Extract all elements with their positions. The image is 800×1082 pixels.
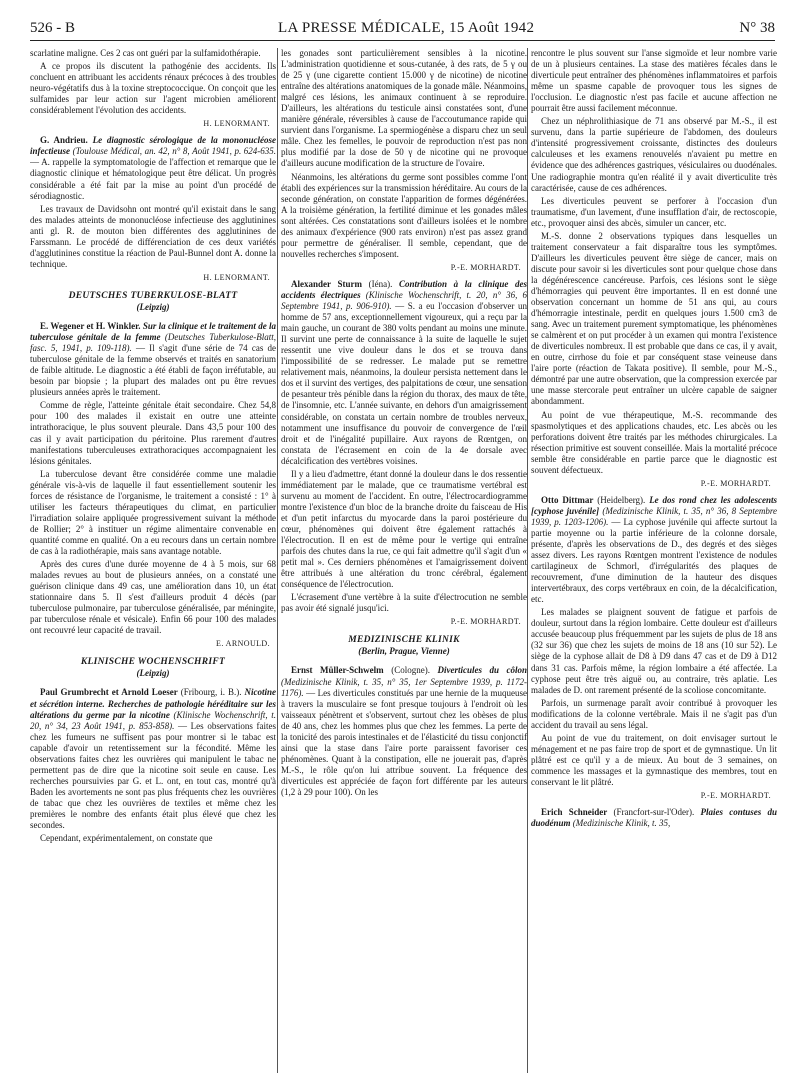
article-grumbrecht [30, 687, 276, 831]
paragraph: Cependant, expérimentalement, on constate que [40, 833, 213, 844]
article-location: (Heidelberg). [597, 494, 646, 505]
column-1 [30, 48, 276, 1078]
section-subheading: (Leipzig) [136, 668, 170, 679]
article-title: Contribution à la clinique des accidents électriques [281, 278, 527, 300]
article-location: (Iéna). [368, 278, 393, 289]
signature: P.-E. MORHARDT. [700, 478, 771, 488]
paragraph: Après des cures d'une durée moyenne de 4 à 5 mois, sur 68 malades revues au bout de plusieurs années, on a constaté une guérison clinique dans 49 cas, une amélioration dans 10, un état stationnaire dans 5. Il s'est d'ailleurs produit 4 décès (par tuberculose pulmonaire, par tuberculose généralisée, par méningite, par tuberculose rénale et vésicale). Enfin 66 pour 100 des malades ont recouvré leur capacité de travail. [30, 559, 276, 636]
paragraph: Comme de règle, l'atteinte génitale était secondaire. Chez 54,8 pour 100 des malades il existait en outre une atteinte intrathoracique, le plus souvent pleurale. Dans 43,5 pour 100 des cas il y avait participation du péritoine. Plus rarement d'autres manifestations tuberculeuses extrathoraciques accompagnaient les lésions génitales. [30, 400, 276, 466]
paragraph: Chez un néphrolithiasique de 71 ans observé par M.-S., il est survenu, dans la partie supérieure de l'abdomen, des douleurs d'intensité progressivement croissante, distinctes des douleurs calculeuses et les examens renouvelés n'avaient pu mettre en évidence que des adhérences gastriques, vésiculaires ou duodénales. Une radiographie montra qu'en réalité il y avait diverticulite très caractérisée, cause de ces adhérences. [531, 116, 777, 193]
section-subheading: (Berlin, Prague, Vienne) [358, 646, 450, 657]
header-rule [30, 40, 775, 41]
paragraph: Au point de vue du traitement, on doit envisager surtout le ménagement et ne pas faire trop de sport et de gymnastique. Un lit plâtré est ce qu'il y a de mieux. Au bout de 3 semaines, on commence les massages et la gymnastique des membres, tout en conservant le lit plâtré. [531, 732, 777, 787]
section-heading: DEUTSCHES TUBERKULOSE-BLATT [68, 290, 238, 301]
page-header [30, 20, 775, 38]
article-title: Plaies contuses du duodénum [531, 807, 777, 829]
page-number: 526 - B [30, 20, 75, 36]
article-location: (Fribourg, i. B.). [180, 687, 242, 698]
section-heading: MEDIZINISCHE KLINIK [348, 635, 460, 646]
paragraph: M.-S. donne 2 observations typiques dans lesquelles un traitement conservateur a fait disparaître tous les symptômes. D'ailleurs les diverticules peuvent être siège de cancer, mais on discute pour savoir si les diverticules sont pour quelque chose dans la dégénérescence cancéreuse. Parfois, ces lésions sont le siège d'hémorragies qui peuvent être importantes. Il en est donné une observation concernant un homme de 51 ans qui, au cours d'hémorragie intestinale, perdit en quelques jours 1.500 cm3 de sang. Avec un traitement purement symptomatique, les phénomènes se calmèrent et on put procéder à un examen qui montra l'existence de diverticules nombreux. Il est probable que dans ce cas, il y avait, en outre, cirrhose du foie et par conséquent stase veineuse dans l'aire porte (réaction de Takata positive). Il semble, pour M.-S., démontré par une autre observation, que la compression exercée par une masse stercorale peut entraîner un ulcère capable de saigner abondamment. [531, 230, 777, 407]
article-source: (Medizinische Klinik, t. 35, n° 36, 8 Septembre 1939, p. 1203-1206). [531, 505, 777, 527]
article-author: Erich Schneider [541, 807, 608, 818]
column-divider-2 [527, 48, 528, 1073]
article-source: (Klinische Wochenschrift, t. 20, n° 34, 23 Août 1941, p. 853-858). [30, 709, 276, 731]
article-title: Le diagnostic sérologique de la mononucléose infectieuse [30, 135, 276, 157]
paragraph: Les diverticules peuvent se perforer à l'occasion d'un traumatisme, d'un lavement, d'une insufflation d'air, de rectoscopie, etc., provoquer ainsi des abcès, simuler un cancer, etc. [531, 195, 777, 228]
article-source: (Klinische Wochenschrift, t. 20, n° 36, 6 Septembre 1941, p. 906-910). [281, 289, 527, 312]
paragraph: La tuberculose devant être considérée comme une maladie générale vis-à-vis de laquelle il faut essentiellement soutenir les forces de résistance de l'organisme, le traitement a consisté : 1° à utiliser les facteurs thérapeutiques du climat, en particulier l'irradiation solaire appliquée progressivement suivant la méthode de Rollier; 2° à instituer un régime alimentaire convenable en quantité comme en qualité. On a eu recours dans un certain nombre de cas à la radiothérapie, mais sans avantage notable. [30, 468, 276, 556]
article-source: (Toulouse Médical, an. 42, n° 8, Août 1941, p. 624-635. [72, 146, 276, 157]
article-author: Alexander Sturm [291, 278, 362, 289]
article-muller-schwelm [281, 665, 527, 798]
paragraph: Néanmoins, les altérations du germe sont possibles comme l'ont établi des expériences sur la transmission héréditaire. Au cours de la seconde génération, on constate l'apparition de formes dégénérées. A la troisième génération, la fertilité diminue et les gonades mâles sont altérées. Ces constatations sont d'ailleurs isolées et le nombre des animaux d'expérience (900 rats environ) n'est pas assez grand pour permettre de généraliser. Il semble, cependant, que de nouvelles recherches s'imposent. [281, 171, 527, 259]
paragraph: Les travaux de Davidsohn ont montré qu'il existait dans le sang des malades atteints de mononucléose infectieuse des agglutinines anti gl. R. de mouton bien différentes des agglutinines de Farssmann. Le procédé de différenciation de ces deux variétés d'agglutinines constitue la réaction de Paul-Bunnel dont A. donne la technique. [30, 203, 276, 269]
issue-number: N° 38 [739, 20, 775, 36]
article-author: Ernst Müller-Schwelm [291, 665, 384, 676]
signature: P.-E. MORHARDT. [450, 617, 521, 627]
paragraph: Parfois, un surmenage paraît avoir contribué à provoquer les modifications de la colonne vertébrale. Mais il ne s'agit pas d'un accident du travail au sens légal. [531, 697, 777, 730]
column-2 [281, 48, 527, 1078]
column-divider-1 [277, 48, 278, 1073]
article-dittmar [531, 495, 777, 605]
column-3 [531, 48, 777, 1078]
article-sturm [281, 279, 527, 467]
article-text: — S. a eu l'occasion d'observer un homme de 57 ans, exceptionnellement vigoureux, qui a reçu par la main gauche, un courant de 380 volts pendant au moins une minute. Il survint une perte de connaissance à la suite de laquelle le sujet ressentit une vive douleur dans le dos et se trouva dans l'impossibilité de se redresser. Le malade put se remettre relativement mais, néanmoins, la douleur persista nettement dans le dos et il survint des vertiges, des palpitations de cœur, une sensation de pesanteur très pénible dans la région du thorax, des maux de tête, de l'insomnie, etc. L'année suivante, en dehors d'un amaigrissement considérable, on constata un certain nombre de troubles nerveux, notamment une insuffisance du pouvoir de convergence de l'œil droit et de l'inégalité pupillaire. Aux rayons de Rœntgen, on constata de l'écrasement en coin de la 4e dorsale avec décalcification des vertèbres voisines. [281, 301, 527, 466]
article-schneider [531, 807, 777, 829]
article-andrieu [30, 135, 276, 201]
paragraph: Il y a lieu d'admettre, étant donné la douleur dans le dos ressentie immédiatement par le malade, que ce traumatisme vertébral est survenu au moment de l'accident. En outre, l'électrocardiogramme montre l'existence d'un bloc de la branche droite du faisceau de His et d'un petit infarctus du myocarde dans la paroi postérieure du cœur, phénomènes qui doivent être également rattachés à l'électrocution. Il en est de même pour le vertige qui entraîne parfois des chutes dans la rue, ce qui fait admettre qu'il s'agit d'un « petit mal ». Ces derniers phénomènes et l'amaigrissement doivent être attribués à une altération du tronc cérébral, également conséquence de l'électrocution. [281, 468, 527, 590]
signature: P.-E. MORHARDT. [450, 262, 521, 272]
paragraph: A ce propos ils discutent la pathogénie des accidents. Ils concluent en attribuant les accidents rénaux précoces à des troubles neuro-végétatifs dus à la toxine streptococcique. On conçoit que les sulfamides par leur action sur l'agent microbien améliorent considérablement l'évolution des accidents. [30, 61, 276, 116]
journal-title: LA PRESSE MÉDICALE, 15 Août 1942 [278, 20, 535, 36]
paragraph: L'écrasement d'une vertèbre à la suite d'électrocution ne semble pas avoir été signalé jusqu'ici. [281, 592, 527, 614]
paragraph: rencontre le plus souvent sur l'anse sigmoïde et leur nombre varie de un à plusieurs centaines. La stase des matières fécales dans le diverticule peut entraîner des phénomènes inflammatoires et parfois même un spasme capable de provoquer tous les signes de l'occlusion. Le diagnostic n'est pas facile et aucune affection ne pourrait être aussi facilement méconnue. [531, 48, 777, 114]
article-source: (Deutsches Tuberkulose-Blatt, fasc. 5, 1941, p. 109-118). [30, 332, 276, 354]
article-author: E. Wegener et H. Winkler. [40, 321, 141, 332]
paragraph: Au point de vue thérapeutique, M.-S. recommande des spasmolytiques et des applications chaudes, etc. Les abcès ou les perforations doivent être traités par les méthodes chirurgicales. La résection primitive est souvent conseillée. Mais la mortalité précoce semble être considérable en partie parce que le diagnostic est souvent défectueux. [531, 409, 777, 475]
article-author: G. Andrieu. [40, 135, 88, 146]
article-source: (Medizinische Klinik, t. 35, n° 35, 1er Septembre 1939, p. 1172-1176). [281, 676, 527, 698]
article-title: Sur la clinique et le traitement de la tuberculose génitale de la femme [30, 321, 276, 343]
section-subheading: (Leipzig) [136, 301, 170, 312]
article-location: (Cologne). [391, 665, 430, 676]
signature: H. LENORMANT. [203, 272, 270, 282]
article-title: Nicotine et sécrétion interne. Recherches de pathologie héréditaire sur les altérations du germe par la nicotine [30, 687, 276, 720]
article-source: (Medizinische Klinik, t. 35, [572, 818, 671, 829]
signature: E. ARNOULD. [216, 639, 270, 649]
article-author: Paul Grumbrecht et Arnold Loeser [40, 687, 178, 698]
article-location: (Francfort-sur-l'Oder). [613, 807, 695, 818]
article-author: Otto Dittmar [541, 494, 594, 505]
article-text: — La cyphose juvénile qui affecte surtout la partie moyenne ou la partie inférieure de la colonne dorsale, présente, d'après les observations de D., des degrés et des sièges assez divers. Les rayons Rœntgen montrent l'existence de nodules cartilagineux de Schmorl, d'irrégularités des plaques de recouvrement, d'une diminution de la hauteur des disques intervertébraux, des corps vertébraux en coin, de la décalcification, etc. [531, 516, 777, 605]
article-wegener [30, 321, 276, 398]
section-heading: KLINISCHE WOCHENSCHRIFT [80, 657, 226, 668]
paragraph: les gonades sont particulièrement sensibles à la nicotine. L'administration quotidienne et sous-cutanée, à des rats, de 5 γ ou de 25 γ (une cigarette contient 15.000 γ de nicotine) de nicotine entraîne des altérations anatomiques de la gonade mâle. Néanmoins, malgré ces lésions, les animaux continuent à se reproduire. D'ailleurs, les altérations du testicule ainsi constatées sont, d'une manière générale, réversibles à cause de l'accoutumance rapide qui survient dans l'organisme. La spermiogénèse a disparu chez un seul mâle. Chez les femelles, le pouvoir de reproduction n'est pas non plus modifié par la dose de 50 γ de nicotine qui ne provoque d'ailleurs aucune modification de la structure de l'ovaire. [281, 48, 527, 169]
paragraph: Les malades se plaignent souvent de fatigue et parfois de douleur, surtout dans la région lombaire. Cette douleur est d'ailleurs accusée beaucoup plus fréquemment par les sujets de plus de 18 ans (32 sur 36) que chez les sujets de moins de 18 ans (10 sur 52). Le siège de la cyphose allait de D8 à D9 dans 47 cas et de D9 à D12 dans 31 cas. Parfois même, la région lombaire a été affectée. La cyphose peut être très aiguë ou, au contraire, très aplatie. Les malades de D. ont rarement présenté de la scoliose concomitante. [531, 607, 777, 695]
article-text: — Il s'agit d'une série de 74 cas de tuberculose génitale de la femme observés et traités en sanatorium de faible altitude. Le diagnostic a été établi de façon irréfutable, au besoin par biopsie ; la plupart des malades ont pu être revues plusieurs années après le traitement. [30, 343, 276, 398]
article-text: — Les diverticules constitués par une hernie de la muqueuse à travers la musculaire se font presque toujours à l'endroit où les vaisseaux pénètrent et s'observent, surtout chez les obèses de plus de 40 ans, chez les hommes plus que chez les femmes. La perte de la tonicité des parois intestinales et de l'élasticité du tissu conjonctif ainsi que la stase dans l'aire porte paraissent favoriser ces phénomènes. Quant à la constipation, elle ne jouerait pas, d'après M.-S., le rôle qu'on lui attribue souvent. La fréquence des diverticules est appréciée de façon fort différente par les auteurs (1,2 à 29 pour 100). On les [281, 687, 527, 797]
article-text: — Les observations faites chez les fumeurs ne suffisent pas pour montrer si le tabac est capable d'avoir un retentissement sur la fécondité. Même les observations faites chez les ouvrières qui manipulent le tabac ne permettent pas de dire que la nicotine soit seule en cause. Les recherches poursuivies par G. et L. ont, en tout cas, montré qu'à Baden les avortements ne sont pas plus fréquents chez les ouvrières de tabac que chez les ouvrières de textiles et même chez les premières le nombre des enfants était plus élevé que chez les secondes. [30, 720, 276, 831]
signature: H. LENORMANT. [203, 119, 270, 129]
signature: P.-E. MORHARDT. [700, 791, 771, 801]
article-title: Diverticules du côlon [437, 665, 527, 676]
article-text: — A. rappelle la symptomatologie de l'affection et remarque que le diagnostic clinique et hématologique peut être délicat. Un progrès considérable a été fait par la mise au point d'un procédé de sérodiagnostic. [30, 157, 276, 201]
article-title: Le dos rond chez les adolescents [cyphose juvénile] [531, 494, 777, 516]
paragraph: scarlatine maligne. Ces 2 cas ont guéri par la sulfamidothérapie. [30, 48, 261, 58]
